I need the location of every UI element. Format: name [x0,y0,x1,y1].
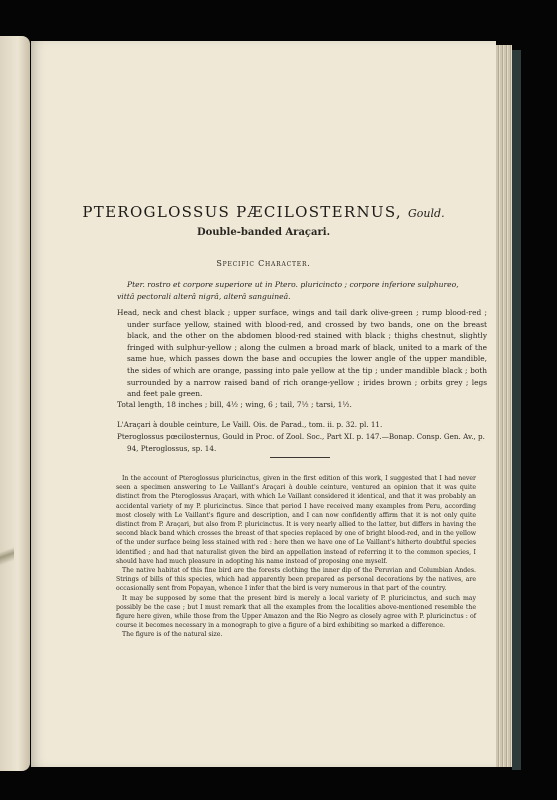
page-stack-edges [496,45,512,767]
book-page [31,41,496,767]
section-heading: Specific Character. [216,259,311,268]
body-paragraph: In the account of Pteroglossus pluricinctus, given in the first edition of this work, I suggested that I had never seen a specimen answering to Le Vaillant's Araçari à double ceinture, ventured an opinion that it was quite distinct from the Pteroglossus Araçari, with which Le Vaillant considered it identical, and that it was probably an accidental variety of my P. pluricinctus. Since that period I have received many examples from Peru, according most closely with Le Vaillant's figure and description, and I can now confidently affirm that it is not only quite distinct from P. Araçari, but also from P. pluricinctus. It is very nearly allied to the latter, but differs in having the second black band which crosses the breast of that species replaced by one of bright blood-red, and in the yellow of the under surface being less stained with red : here then we have one of Le Vaillant's hitherto doubtful species identified ; and had that naturalist given the bird an appellation instead of referring it to the common species, I should have had much pleasure in adopting his name instead of proposing one myself. [116,475,476,565]
species-title [31,203,496,221]
common-name: Double-banded Araçari. [196,227,331,238]
reference-item: Pteroglossus pœcilosternus, Gould in Proc. of Zool. Soc., Part XI. p. 147.—Bonap. Consp. Gen. Av., p. 94, Pteroglossus, sp. 14. [117,432,485,453]
body-paragraph: It may be supposed by some that the present bird is merely a local variety of P. pluricinctus, and such may possibly be the case ; but I must remark that all the examples from the localities above-mentioned resemble the figure here given, while those from the Upper Amazon and the Rio Negro as closely agree with P. pluricinctus : of course it becomes necessary in a monograph to give a figure of a bird exhibiting so marked a difference. [116,594,476,630]
species-description: Head, neck and chest black ; upper surface, wings and tail dark olive-green ; rump blood-red ; under surface yellow, stained with blood-red, and crossed by two bands, one on the breast black, and the other on the abdomen blood-red stained with black ; thighs chestnut, slightly fringed with sulphur-yellow ; along the culmen a broad mark of black, united to a mark of the same hue, which passes down the base and occupies the lower angle of the upper mandible, the sides of which are orange, passing into pale yellow at the tip ; under mandible black ; both surrounded by a narrow raised band of rich orange-yellow ; irides brown ; orbits grey ; legs and feet pale green. [117,308,487,399]
species-author: Gould. [408,207,445,220]
latin-diagnosis: Pter. rostro et corpore superiore ut in Ptero. pluricincto ; corpore inferiore sulphureo, vittâ pectorali alterâ nigrâ, alterâ sanguineâ. [117,280,459,301]
body-text [116,474,476,640]
facing-page-edge [0,36,30,771]
body-paragraph: The figure is of the natural size. [122,631,223,639]
facing-plate-illustration-fragment [0,506,14,616]
measurements: Total length, 18 inches ; bill, 4½ ; wing, 6 ; tail, 7½ ; tarsi, 1½. [117,400,352,409]
book-cover-board [512,50,521,770]
reference-item: L'Araçari à double ceinture, Le Vaill. Ois. de Parad., tom. ii. p. 32. pl. 11. [117,420,383,429]
species-title-text: PTEROGLOSSUS PÆCILOSTERNUS, [82,203,402,221]
body-paragraph: The native habitat of this fine bird are the forests clothing the inner dip of the Peruvian and Columbian Andes. Strings of bills of this species, which had apparently been prepared as personal decorations by the natives, are occasionally sent from Popayan, whence I infer that the bird is very numerous in that part of the country. [116,567,476,593]
section-divider [270,457,330,458]
